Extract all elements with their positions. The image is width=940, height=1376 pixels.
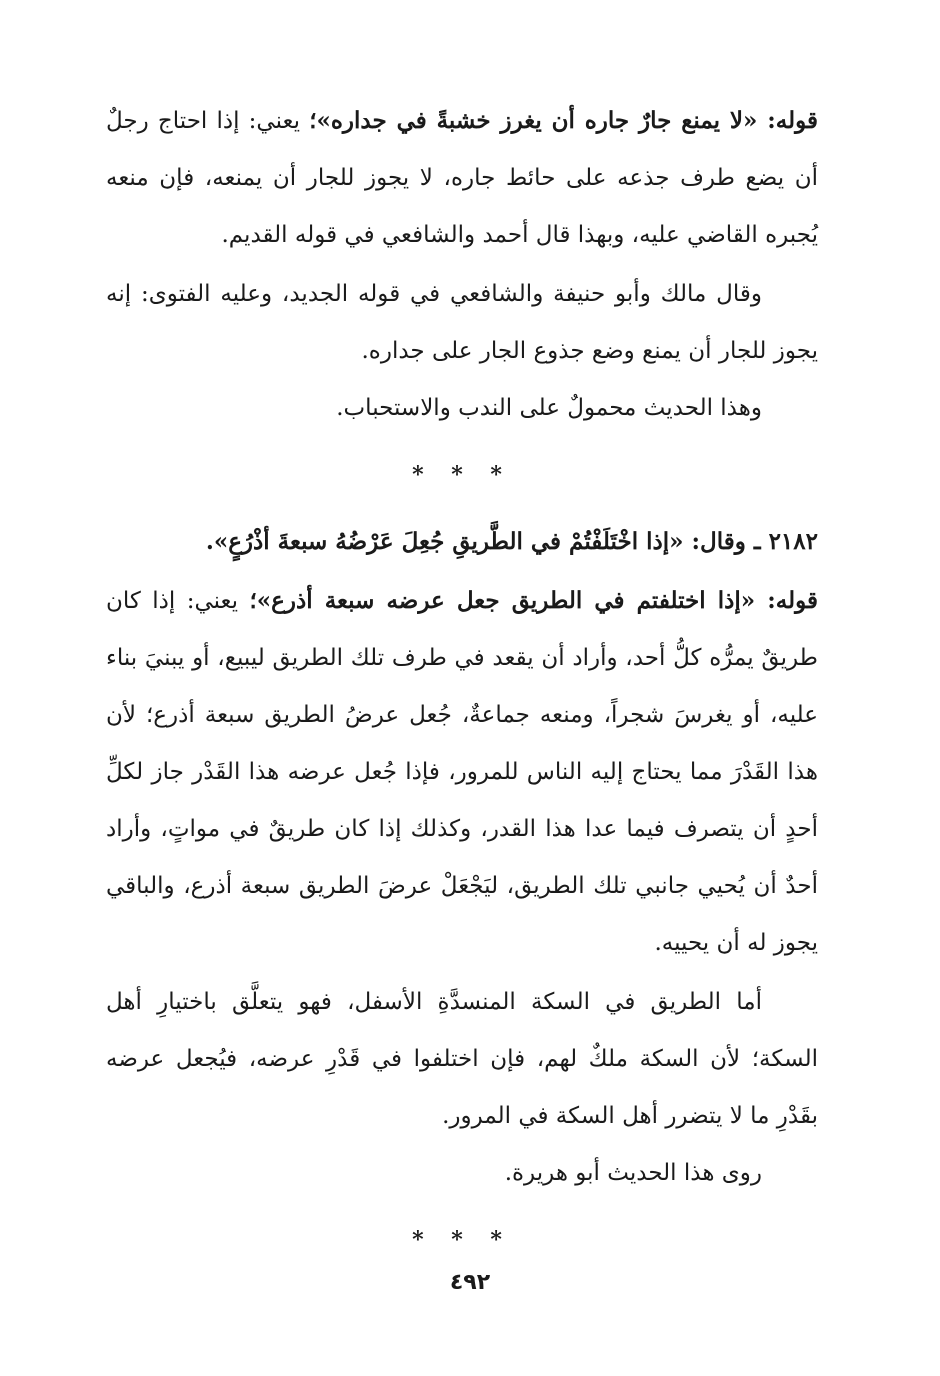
hadith-heading: ٢١٨٢ ـ وقال: «إذا اخْتَلَفْتُمْ في الطَّريقِ جُعِلَ عَرْضُهُ سبعةَ أذْرُعٍ». xyxy=(205,528,818,555)
paragraph-opinions: وقال مالك وأبو حنيفة والشافعي في قوله الجديد، وعليه الفتوى: إنه يجوز للجار أن يمنع وضع جذوع الجار على جداره. xyxy=(106,281,818,364)
paragraph-conclusion: وهذا الحديث محمولٌ على الندب والاستحباب. xyxy=(336,395,762,421)
quoted-hadith-lead: قوله: «إذا اختلفتم في الطريق جعل عرضه سبعة أذرع»؛ xyxy=(249,587,818,614)
section-separator: * * * xyxy=(412,1227,512,1253)
paragraph-text: يعني: إذا احتاج رجلٌ أن يضع طرف جذعه على حائط جاره، لا يجوز للجار أن يمنعه، فإن منعه يُجبره القاضي عليه، وبهذا قال أحمد والشافعي في قوله القديم. xyxy=(106,108,818,248)
page-body xyxy=(106,92,818,1278)
quoted-hadith-lead: قوله: «لا يمنع جارٌ جاره أن يغرز خشبةً في جداره»؛ xyxy=(309,107,818,134)
paragraph-commentary-wall xyxy=(106,92,818,264)
page-number: ٤٩٢ xyxy=(449,1270,491,1295)
paragraph-commentary-road xyxy=(106,572,818,972)
paragraph-narrator: روى هذا الحديث أبو هريرة. xyxy=(504,1160,762,1186)
section-separator: * * * xyxy=(412,462,512,488)
paragraph-text: يعني: إذا كان طريقٌ يمرُّه كلُّ أحد، وأراد أن يقعد في طرف تلك الطريق ليبيع، أو يبنيَ بناء عليه، أو يغرسَ شجراً، ومنعه جماعةٌ، جُعل عرضُ الطريق سبعة أذرع؛ لأن هذا القَدْرَ مما يحتاج إليه الناس للمرور، فإذا جُعل عرضه هذا القَدْر جاز لكلِّ أحدٍ أن يتصرف فيما عدا هذا القدر، وكذلك إذا كان طريقٌ في مواتٍ، وأراد أحدٌ أن يُحيي جانبي تلك الطريق، ليَجْعَلْ عرضَ الطريق سبعة أذرع، والباقي يجوز له أن يحييه. xyxy=(106,588,818,956)
paragraph-closed-alley: أما الطريق في السكة المنسدَّةِ الأسفل، فهو يتعلَّق باختيارِ أهل السكة؛ لأن السكة ملكٌ لهم، فإن اختلفوا في قَدْرِ عرضه، فيُجعل عرضه بقَدْرِ ما لا يتضرر أهل السكة في المرور. xyxy=(106,989,818,1129)
